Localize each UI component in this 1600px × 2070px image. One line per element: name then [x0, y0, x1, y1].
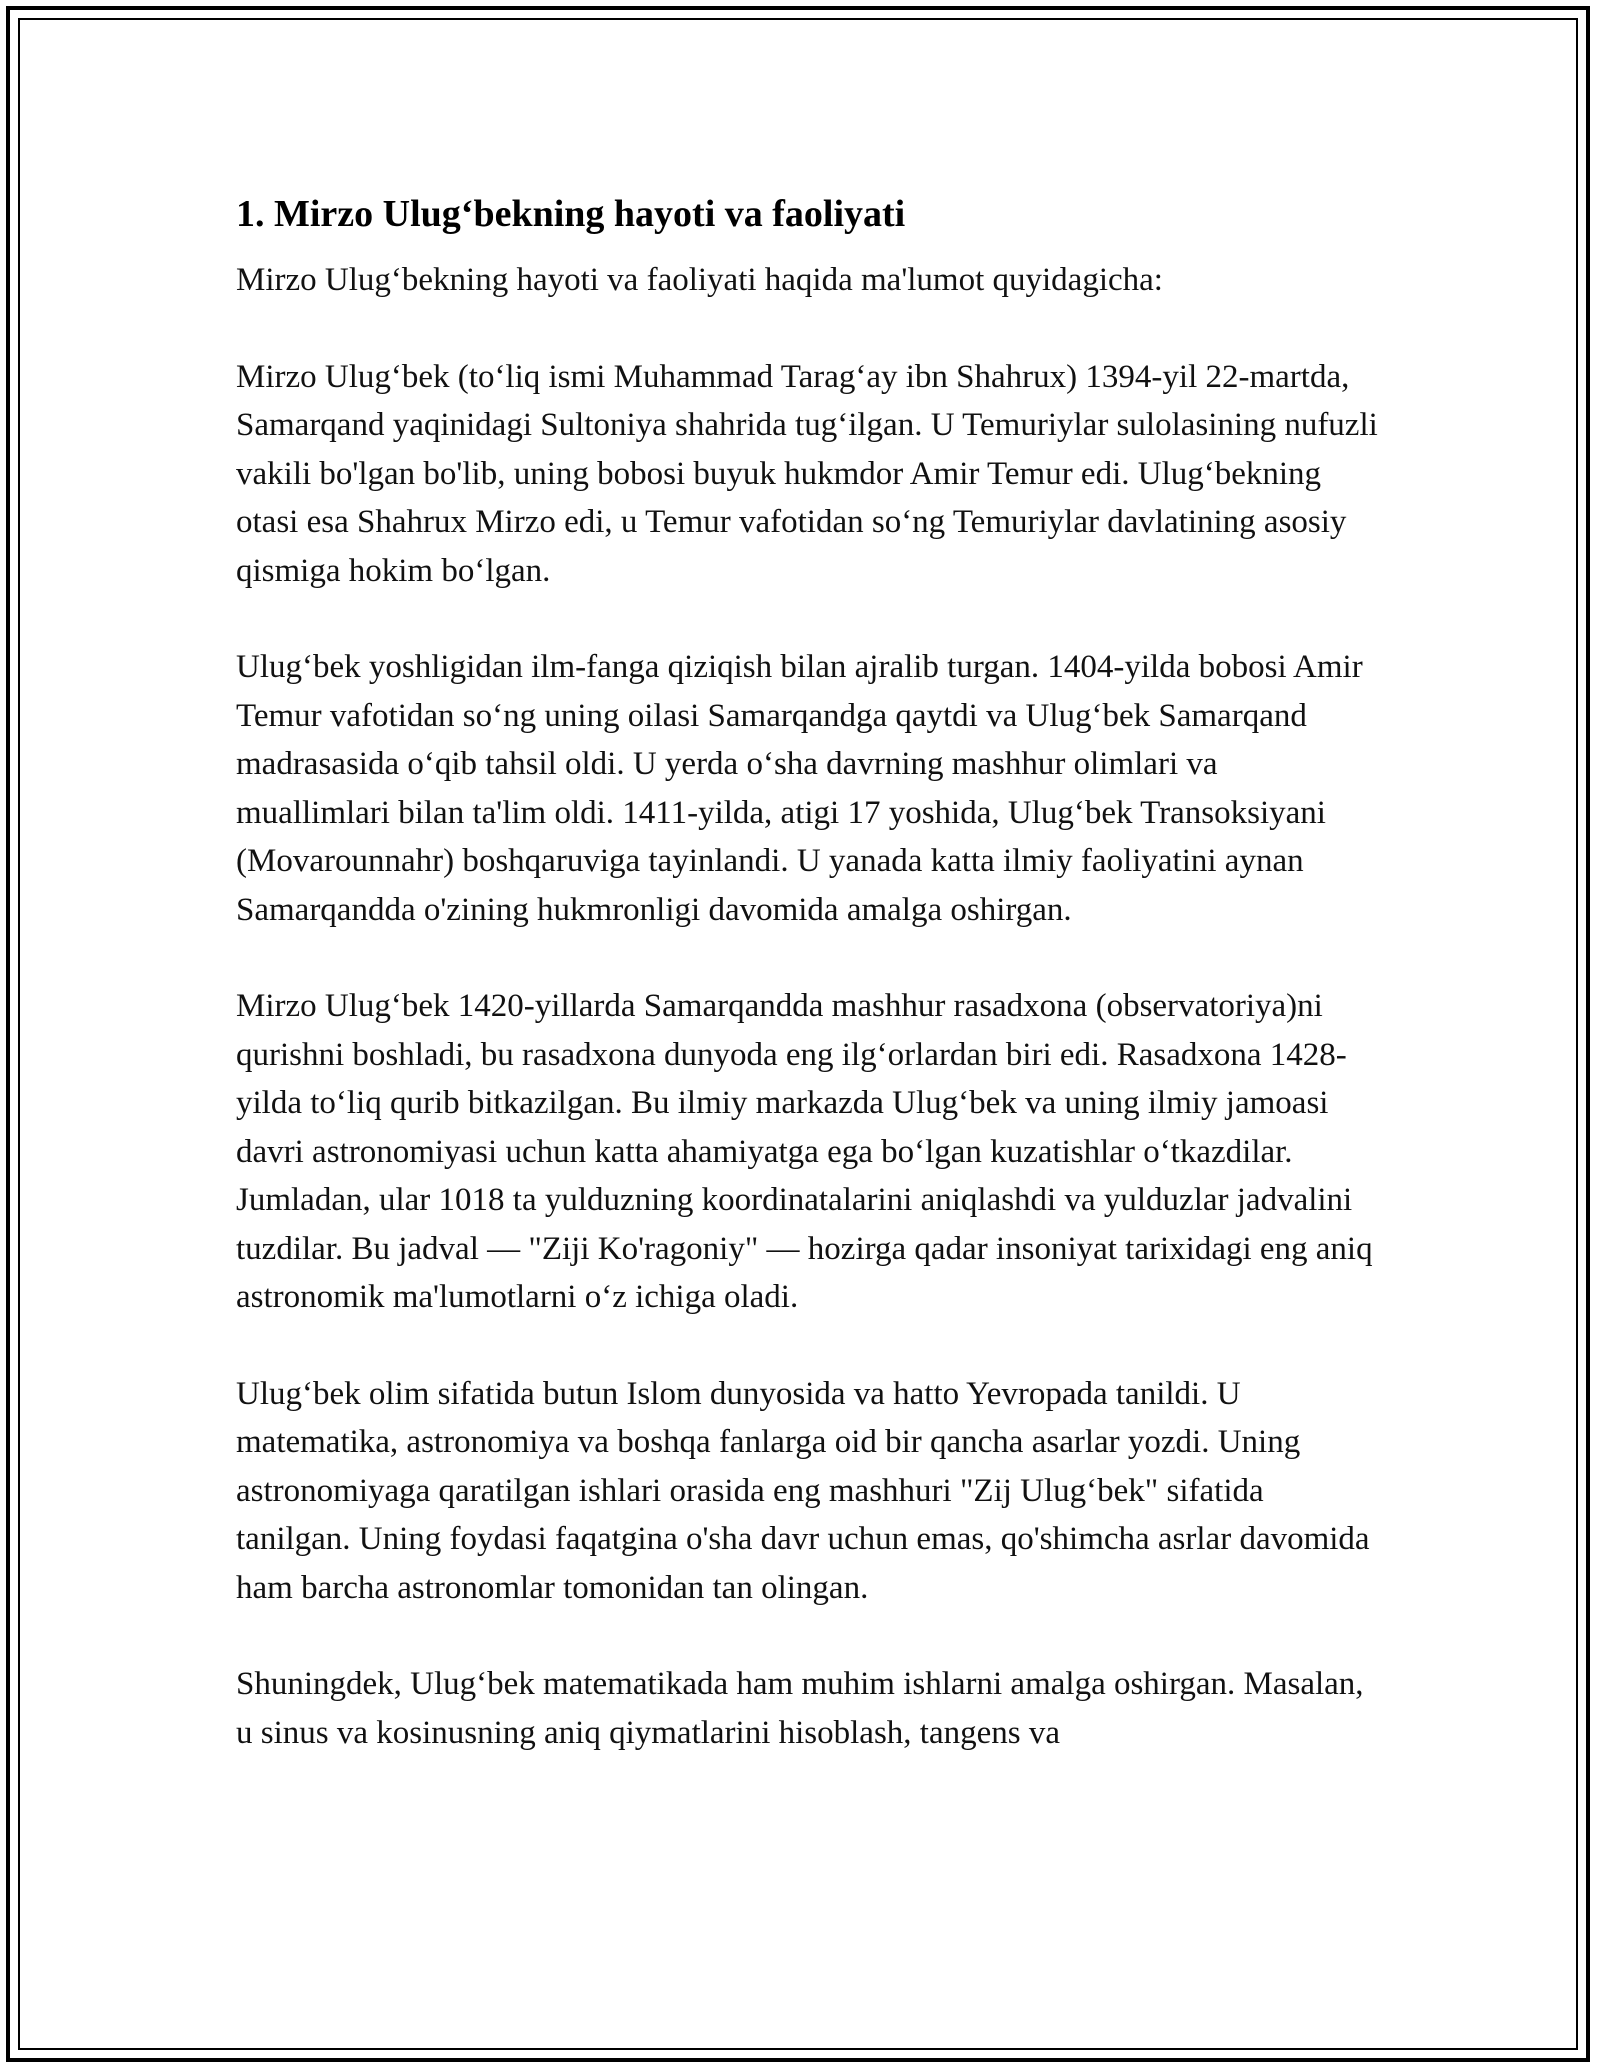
intro-paragraph: Mirzo Ulug‘bekning hayoti va faoliyati haqida ma'lumot quyidagicha:: [236, 262, 1163, 298]
paragraph-observatory: Mirzo Ulug‘bek 1420-yillarda Samarqandda mashhur rasadxona (observatoriya)ni qurishni boshladi, bu rasadxona dunyoda eng ilg‘orlardan biri edi. Rasadxona 1428-yilda to‘liq qurib bitkazilgan. Bu ilmiy markazda Ulug‘bek va uning ilmiy jamoasi davri astronomiyasi uchun katta ahamiyatga ega bo‘lgan kuzatishlar o‘tkazdilar. Jumladan, ular 1018 ta yulduzning koordinatalarini aniqlashdi va yulduzlar jadvalini tuzdilar. Bu jadval — "Ziji Ko'ragoniy" — hozirga qadar insoniyat tarixidagi eng aniq astronomik ma'lumotlarni o‘z ichiga oladi.: [236, 988, 1373, 1315]
paragraph-mathematics: Shuningdek, Ulug‘bek matematikada ham muhim ishlarni amalga oshirgan. Masalan, u sinus va kosinusning aniq qiymatlarini hisoblash, tangens va: [236, 1666, 1364, 1751]
paragraph-youth: Ulug‘bek yoshligidan ilm-fanga qiziqish bilan ajralib turgan. 1404-yilda bobosi Amir Temur vafotidan so‘ng uning oilasi Samarqandga qaytdi va Ulug‘bek Samarqand madrasasida o‘qib tahsil oldi. U yerda o‘sha davrning mashhur olimlari va muallimlari bilan ta'lim oldi. 1411-yilda, atigi 17 yoshida, Ulug‘bek Transoksiyani (Movarounnahr) boshqaruviga tayinlandi. U yanada katta ilmiy faoliyatini aynan Samarqandda o'zining hukmronligi davomida amalga oshirgan.: [236, 649, 1363, 928]
document-body: [236, 188, 1378, 1757]
section-heading: 1. Mirzo Ulug‘bekning hayoti va faoliyati: [236, 193, 906, 235]
paragraph-recognition: Ulug‘bek olim sifatida butun Islom dunyosida va hatto Yevropada tanildi. U matematika, astronomiya va boshqa fanlarga oid bir qancha asarlar yozdi. Uning astronomiyaga qaratilgan ishlari orasida eng mashhuri "Zij Ulug‘bek" sifatida tanilgan. Uning foydasi faqatgina o'sha davr uchun emas, qo'shimcha asrlar davomida ham barcha astronomlar tomonidan tan olingan.: [236, 1375, 1370, 1606]
paragraph-birth: Mirzo Ulug‘bek (to‘liq ismi Muhammad Tarag‘ay ibn Shahrux) 1394-yil 22-martda, Samarqand yaqinidagi Sultoniya shahrida tug‘ilgan. U Temuriylar sulolasining nufuzli vakili bo'lgan bo'lib, uning bobosi buyuk hukmdor Amir Temur edi. Ulug‘bekning otasi esa Shahrux Mirzo edi, u Temur vafotidan so‘ng Temuriylar davlatining asosiy qismiga hokim bo‘lgan.: [236, 358, 1378, 589]
